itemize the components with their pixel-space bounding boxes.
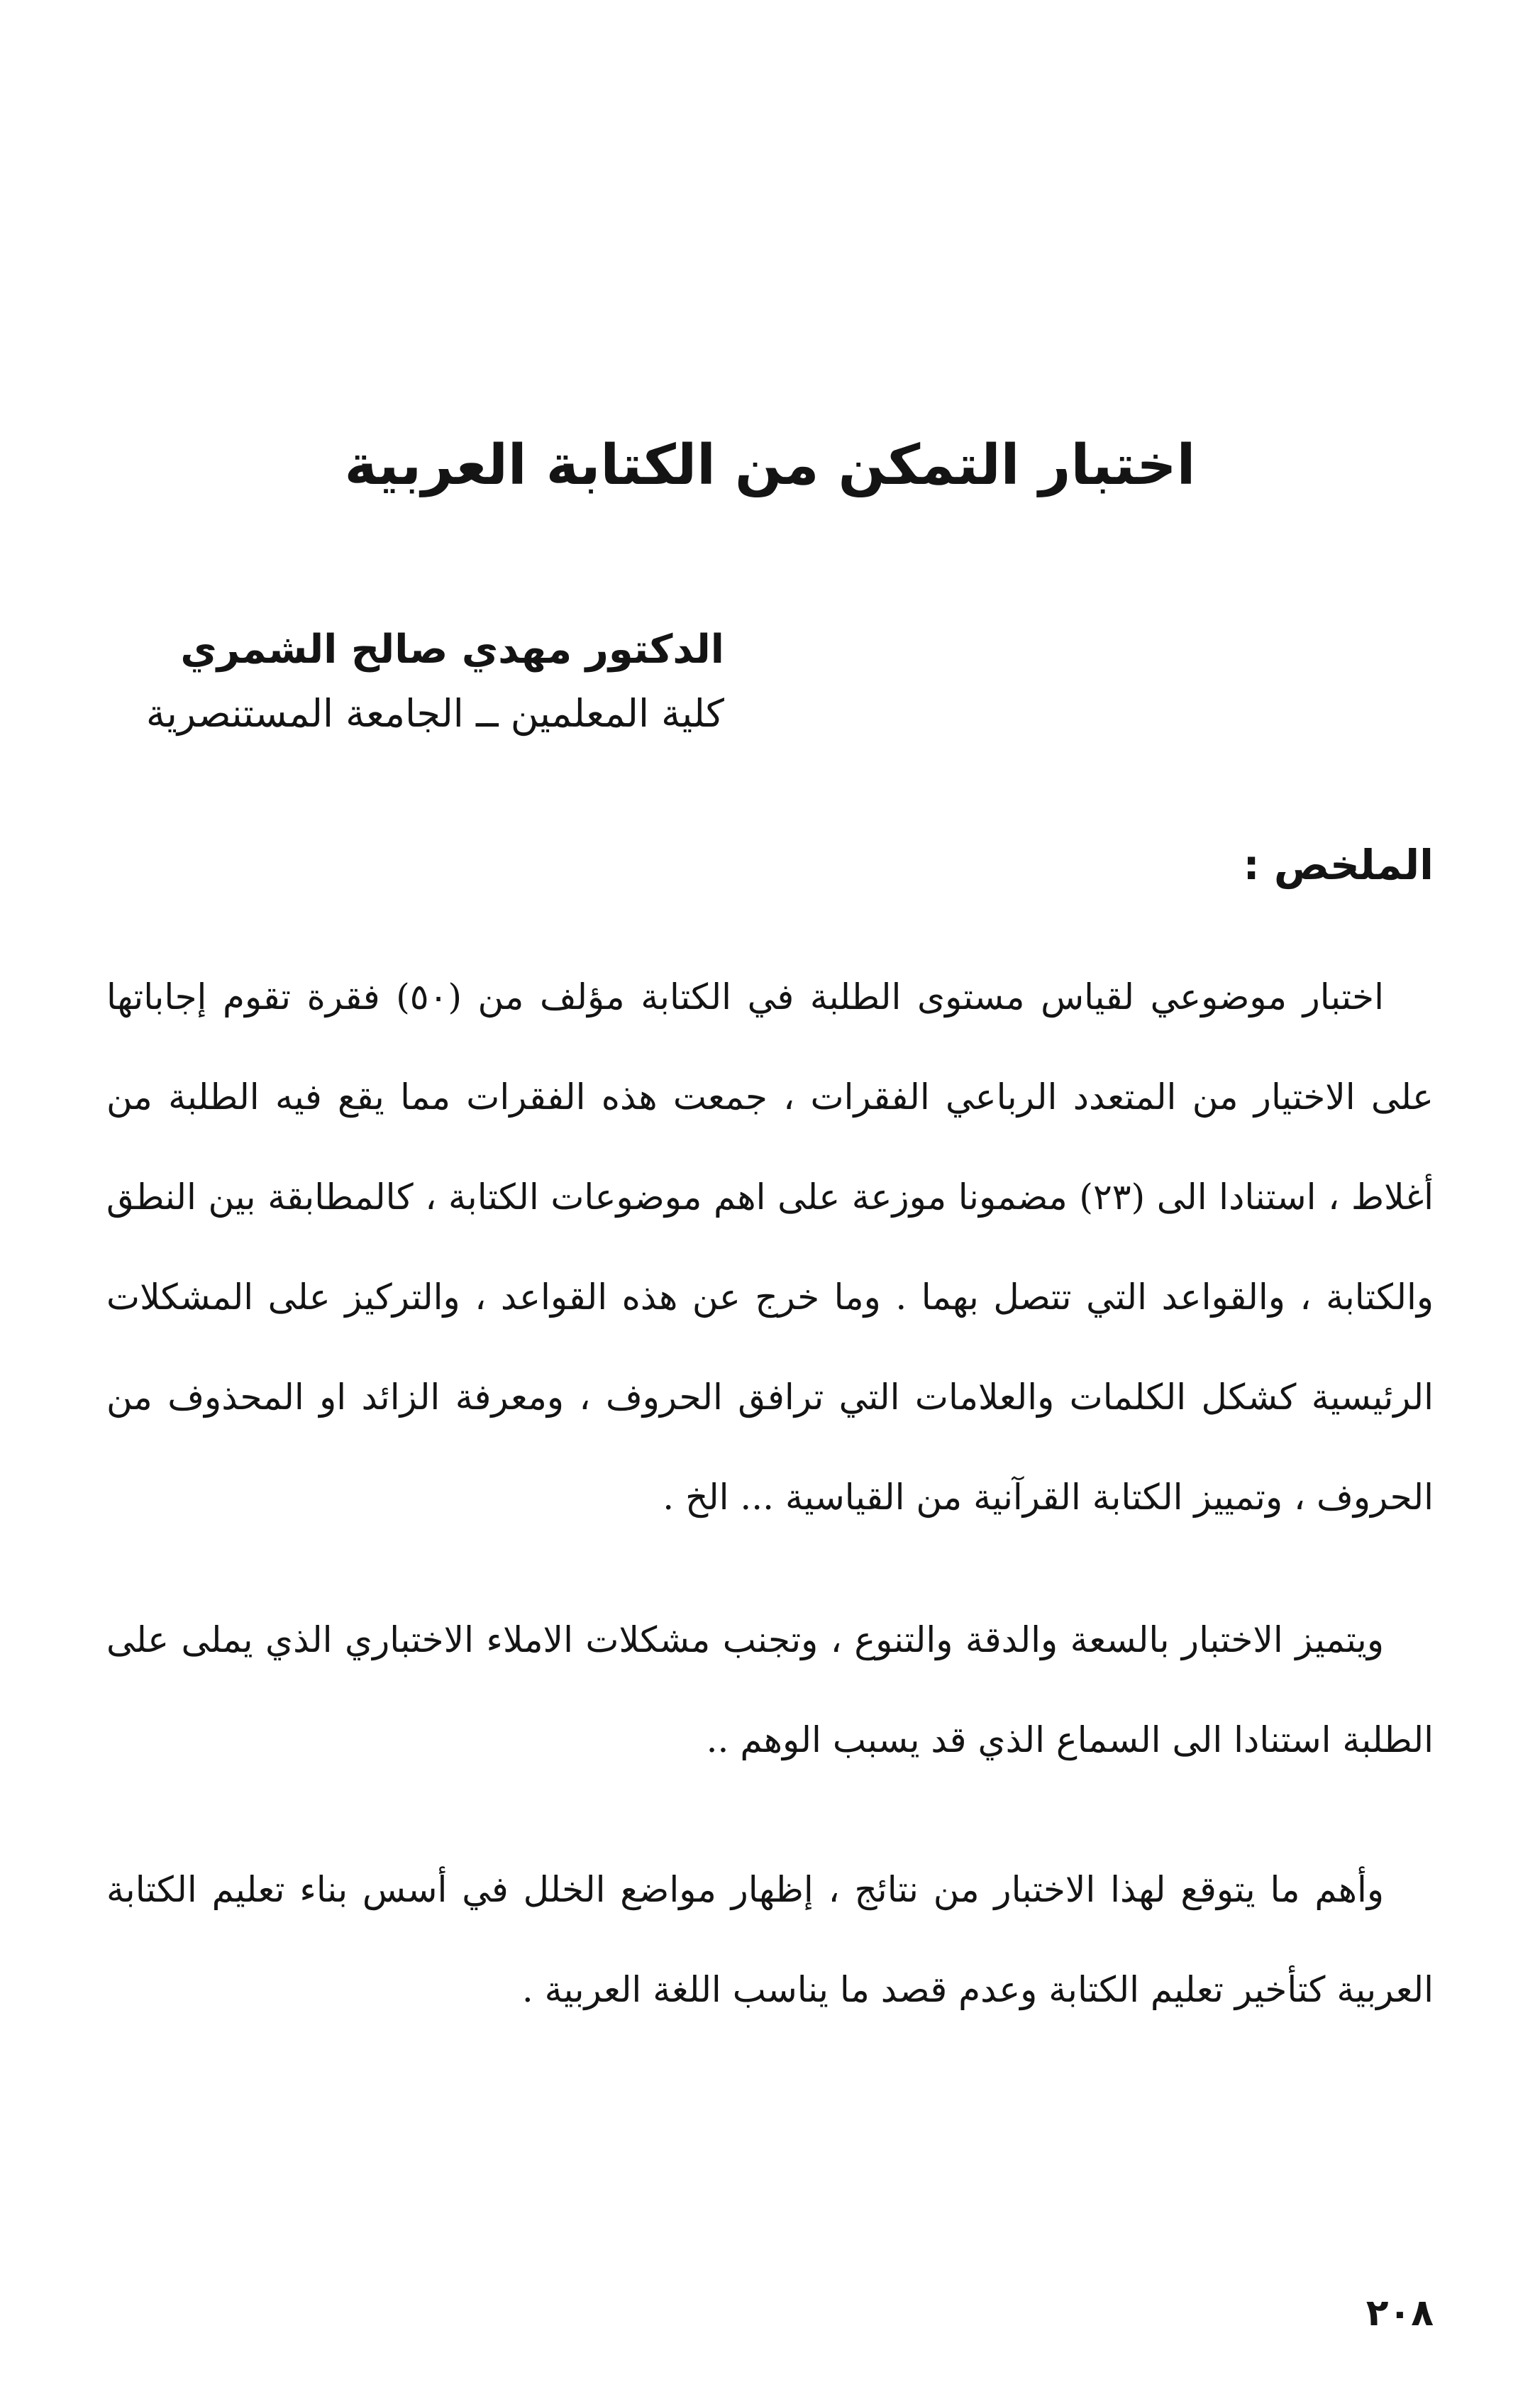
paper-title: اختبار التمكن من الكتابة العربية	[344, 434, 1196, 497]
author-affiliation: كلية المعلمين ــ الجامعة المستنصرية	[145, 690, 724, 736]
abstract-paragraph-3: وأهم ما يتوقع لهذا الاختبار من نتائج ، إظهار مواضع الخلل في أسس بناء تعليم الكتابة العربية كتأخير تعليم الكتابة وعدم قصد ما يناسب اللغة العربية .	[106, 1869, 1434, 2010]
abstract-body	[106, 947, 1434, 2040]
author-name: الدكتور مهدي صالح الشمري	[180, 627, 724, 673]
page-number: ٢٠٨	[1365, 2292, 1434, 2334]
abstract-paragraph-1: اختبار موضوعي لقياس مستوى الطلبة في الكتابة مؤلف من (٥٠) فقرة تقوم إجاباتها على الاختيار من المتعدد الرباعي الفقرات ، جمعت هذه الفقرات مما يقع فيه الطلبة من أغلاط ، استنادا الى (٢٣) مضمونا موزعة على اهم موضوعات الكتابة ، كالمطابقة بين النطق والكتابة ، والقواعد التي تتصل بهما . وما خرج عن هذه القواعد ، والتركيز على المشكلات الرئيسية كشكل الكلمات والعلامات التي ترافق الحروف ، ومعرفة الزائد او المحذوف من الحروف ، وتمييز الكتابة القرآنية من القياسية ... الخ .	[106, 976, 1434, 1518]
abstract-paragraph-2: ويتميز الاختبار بالسعة والدقة والتنوع ، وتجنب مشكلات الاملاء الاختباري الذي يملى على الطلبة استنادا الى السماع الذي قد يسبب الوهم ..	[106, 1619, 1434, 1760]
author-block	[86, 624, 724, 739]
abstract-heading: الملخص :	[1243, 841, 1434, 889]
